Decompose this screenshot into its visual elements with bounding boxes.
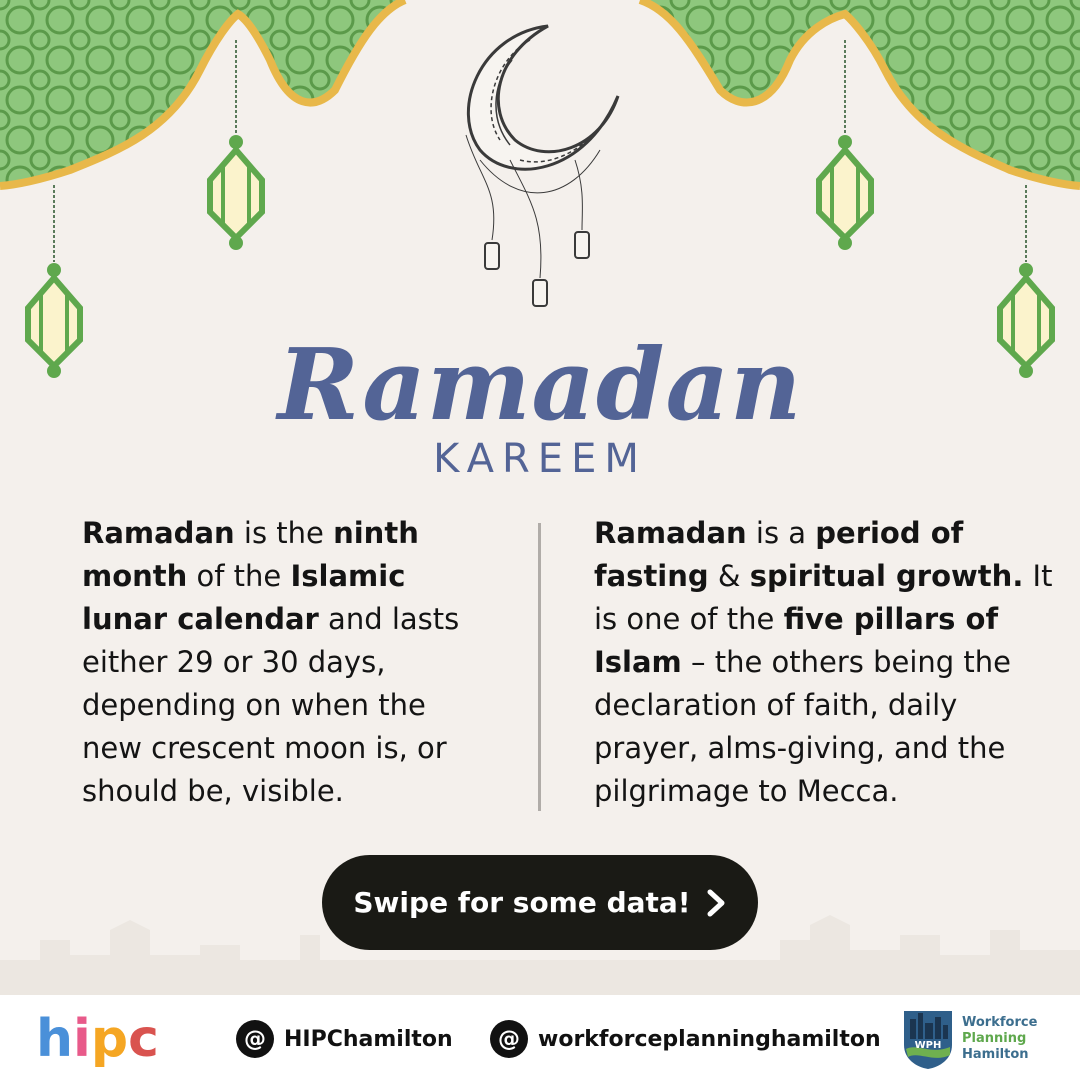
ramadan-definition-text xyxy=(82,512,492,813)
text-segment: & xyxy=(708,559,750,593)
wph-line: Workforce xyxy=(962,1015,1038,1030)
arch-left-panel xyxy=(0,0,405,186)
at-icon: @ xyxy=(236,1020,274,1058)
page-subtitle: KAREEM xyxy=(433,436,647,482)
column-divider xyxy=(538,523,541,811)
lantern-icon xyxy=(210,40,262,250)
page-title: Ramadan xyxy=(277,328,803,443)
swipe-button[interactable] xyxy=(322,855,758,950)
text-segment: Ramadan xyxy=(594,516,747,550)
text-segment: Ramadan xyxy=(82,516,235,550)
wph-shield-icon xyxy=(900,1001,956,1071)
text-segment: and lasts either 29 or 30 days, depending on when the new crescent moon is, or should be, visible. xyxy=(82,602,460,808)
wph-line: Planning xyxy=(962,1031,1027,1046)
at-icon: @ xyxy=(490,1020,528,1058)
text-segment: is a xyxy=(746,516,816,550)
hipc-logo-letter: i xyxy=(73,1009,91,1069)
text-segment: ninth month xyxy=(82,516,419,593)
wph-logo-text xyxy=(962,1015,1037,1063)
text-segment: It is one of the xyxy=(594,559,1053,636)
text-segment: – the others being the declaration of faith, daily prayer, alms-giving, and the pilgrimage to Mecca. xyxy=(594,645,1012,808)
ramadan-pillars-text xyxy=(594,512,1054,813)
hipc-logo-letter: c xyxy=(128,1009,159,1069)
footer-bar xyxy=(0,995,1080,1080)
hipc-handle[interactable] xyxy=(236,1020,453,1058)
text-segment: period of fasting xyxy=(594,516,964,593)
hipc-handle-text: HIPChamilton xyxy=(284,1026,453,1052)
hipc-logo-letter: h xyxy=(36,1009,74,1069)
hipc-logo xyxy=(36,1011,159,1067)
wph-logo xyxy=(900,1001,1050,1073)
crescent-moon-icon xyxy=(466,26,618,306)
chevron-right-icon xyxy=(705,889,727,917)
hipc-logo-letter: p xyxy=(90,1009,129,1069)
text-segment: five pillars of Islam xyxy=(594,602,999,679)
wph-handle-text: workforceplanninghamilton xyxy=(538,1026,881,1052)
text-segment: is the xyxy=(234,516,334,550)
lantern-icon xyxy=(819,40,871,250)
wph-handle[interactable] xyxy=(490,1020,881,1058)
text-segment: Islamic lunar calendar xyxy=(82,559,406,636)
swipe-button-label: Swipe for some data! xyxy=(353,886,691,919)
wph-line: Hamilton xyxy=(962,1047,1029,1062)
text-segment: of the xyxy=(187,559,291,593)
text-segment: spiritual growth. xyxy=(749,559,1024,593)
wph-monogram: WPH xyxy=(914,1040,942,1051)
